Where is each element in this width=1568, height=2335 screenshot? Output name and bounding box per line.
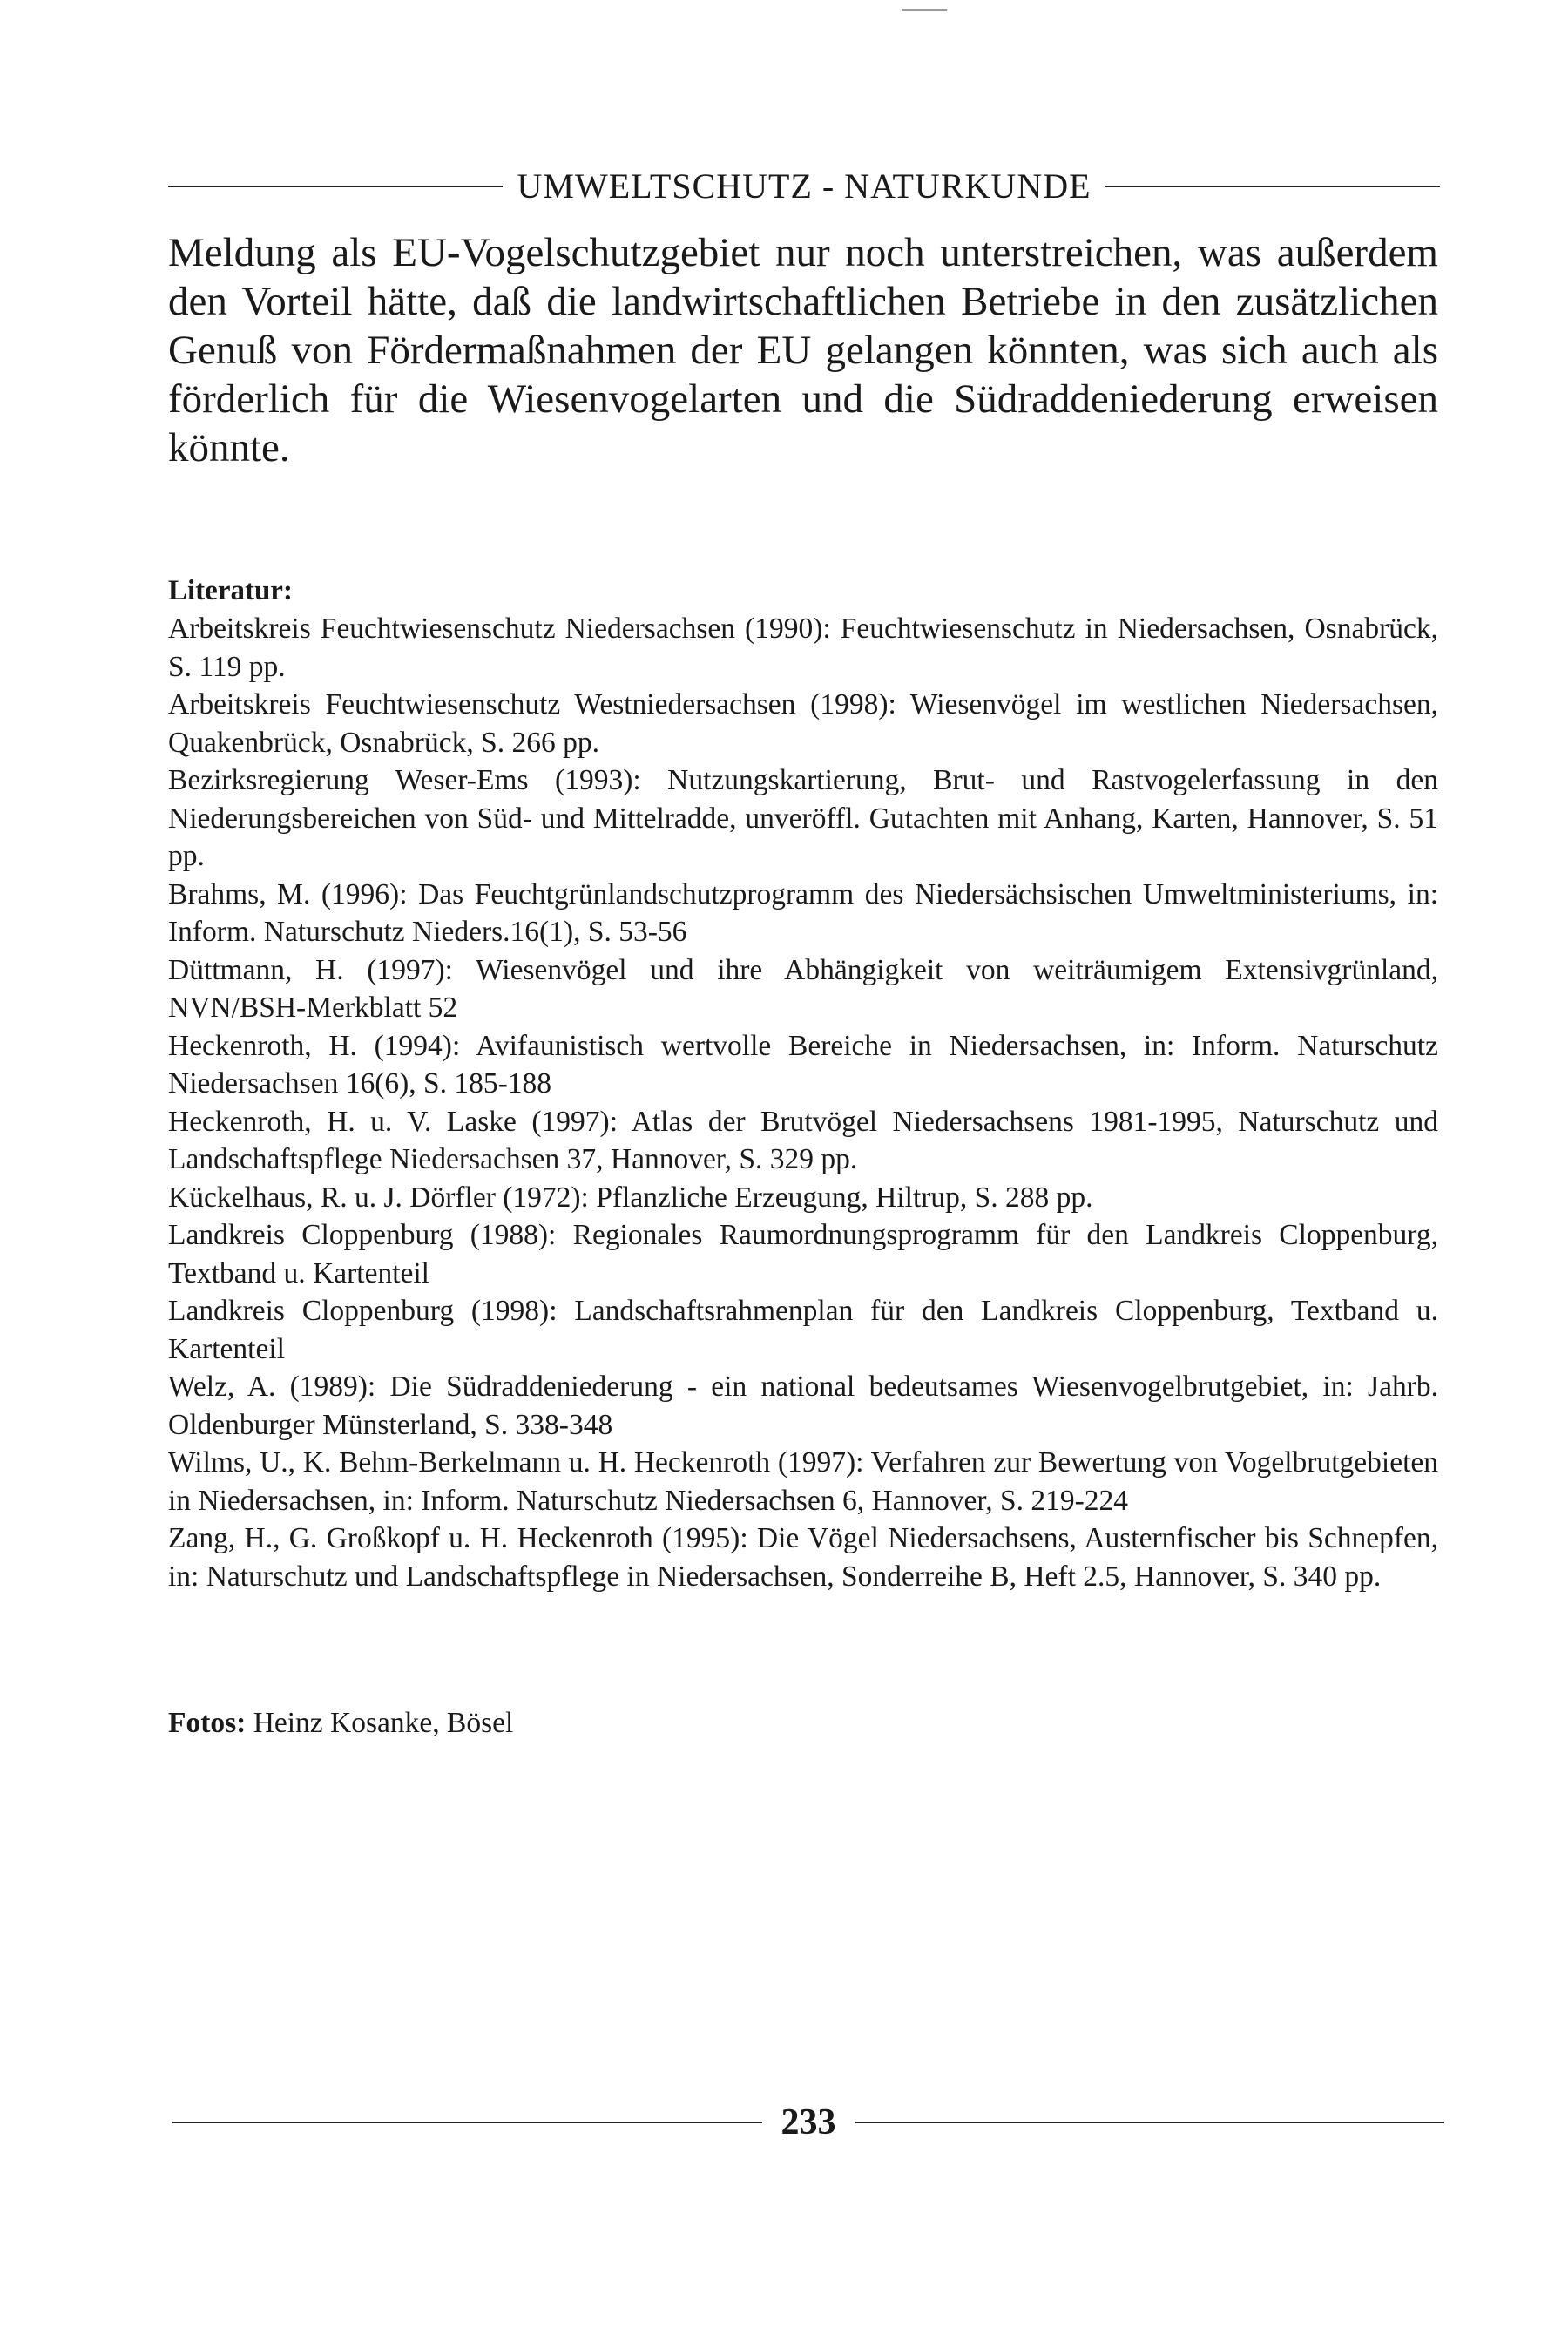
running-head-rule-left bbox=[168, 186, 503, 187]
page-footer bbox=[172, 2102, 1444, 2143]
literature-entry: Bezirksregierung Weser-Ems (1993): Nutzungskartierung, Brut- und Rastvogelerfassung in den Niederungsbereichen von Süd- und Mittelradde, unveröffl. Gutachten mit Anhang, Karten, Hannover, S. 51 pp. bbox=[168, 764, 1438, 872]
literature-entry: Landkreis Cloppenburg (1988): Regionales Raumordnungsprogramm für den Landkreis Cloppenburg, Textband u. Kartenteil bbox=[168, 1219, 1438, 1289]
page-number: 233 bbox=[781, 2102, 836, 2142]
photo-credit bbox=[168, 1704, 513, 1743]
literature-entry: Heckenroth, H. u. V. Laske (1997): Atlas der Brutvögel Niedersachsens 1981-1995, Naturschutz und Landschaftspflege Niedersachsen 37, Hannover, S. 329 pp. bbox=[168, 1105, 1438, 1175]
top-edge-mark bbox=[902, 9, 947, 11]
literature-entry: Düttmann, H. (1997): Wiesenvögel und ihre Abhängigkeit von weiträumigem Extensivgrünland, NVN/BSH-Merkblatt 52 bbox=[168, 953, 1438, 1024]
running-head bbox=[168, 167, 1440, 206]
footer-rule-right bbox=[855, 2122, 1445, 2123]
literature-entry: Kückelhaus, R. u. J. Dörfler (1972): Pflanzliche Erzeugung, Hiltrup, S. 288 pp. bbox=[168, 1181, 1093, 1214]
running-head-rule-right bbox=[1105, 186, 1440, 187]
literature-entry: Brahms, M. (1996): Das Feuchtgrünlandschutzprogramm des Niedersächsischen Umweltministeriums, in: Inform. Naturschutz Nieders.16(1), S. 53-56 bbox=[168, 877, 1438, 948]
literature-entry: Wilms, U., K. Behm-Berkelmann u. H. Heckenroth (1997): Verfahren zur Bewertung von Vogelbrutgebieten in Niedersachsen, in: Inform. Naturschutz Niedersachsen 6, Hannover, S. 219-224 bbox=[168, 1446, 1438, 1517]
photo-credit-name: Heinz Kosanke, Bösel bbox=[253, 1707, 514, 1739]
footer-rule-left bbox=[172, 2122, 762, 2123]
literature-entry: Zang, H., G. Großkopf u. H. Heckenroth (1995): Die Vögel Niedersachsens, Austernfischer bis Schnepfen, in: Naturschutz und Landschaftspflege in Niedersachsen, Sonderreihe B, Heft 2.5, Hannover, S. 340 pp. bbox=[168, 1522, 1438, 1593]
literature-entry: Arbeitskreis Feuchtwiesenschutz Niedersachsen (1990): Feuchtwiesenschutz in Niedersachsen, Osnabrück, S. 119 pp. bbox=[168, 613, 1438, 683]
literature-entry: Welz, A. (1989): Die Südraddeniederung - ein national bedeutsames Wiesenvogelbrutgebiet, in: Jahrb. Oldenburger Münsterland, S. 338-348 bbox=[168, 1371, 1438, 1441]
literature-entry: Arbeitskreis Feuchtwiesenschutz Westniedersachsen (1998): Wiesenvögel im westlichen Niedersachsen, Quakenbrück, Osnabrück, S. 266 pp. bbox=[168, 688, 1438, 759]
literature-entry: Landkreis Cloppenburg (1998): Landschaftsrahmenplan für den Landkreis Cloppenburg, Textband u. Kartenteil bbox=[168, 1295, 1438, 1365]
literature-list bbox=[168, 610, 1438, 1595]
running-head-title: UMWELTSCHUTZ - NATURKUNDE bbox=[517, 166, 1092, 206]
lead-paragraph: Meldung als EU-Vogelschutzgebiet nur noch unterstreichen, was außerdem den Vorteil hätte, daß die landwirtschaftlichen Betriebe in den zusätzlichen Genuß von Fördermaßnahmen der EU gelangen könnten, was sich auch als förderlich für die Wiesenvogelarten und die Südraddeniederung erweisen könnte. bbox=[168, 230, 1438, 470]
literature-entry: Heckenroth, H. (1994): Avifaunistisch wertvolle Bereiche in Niedersachsen, in: Inform. Naturschutz Niedersachsen 16(6), S. 185-188 bbox=[168, 1029, 1438, 1100]
literature-heading: Literatur: bbox=[168, 575, 293, 606]
photo-credit-label: Fotos: bbox=[168, 1707, 247, 1739]
